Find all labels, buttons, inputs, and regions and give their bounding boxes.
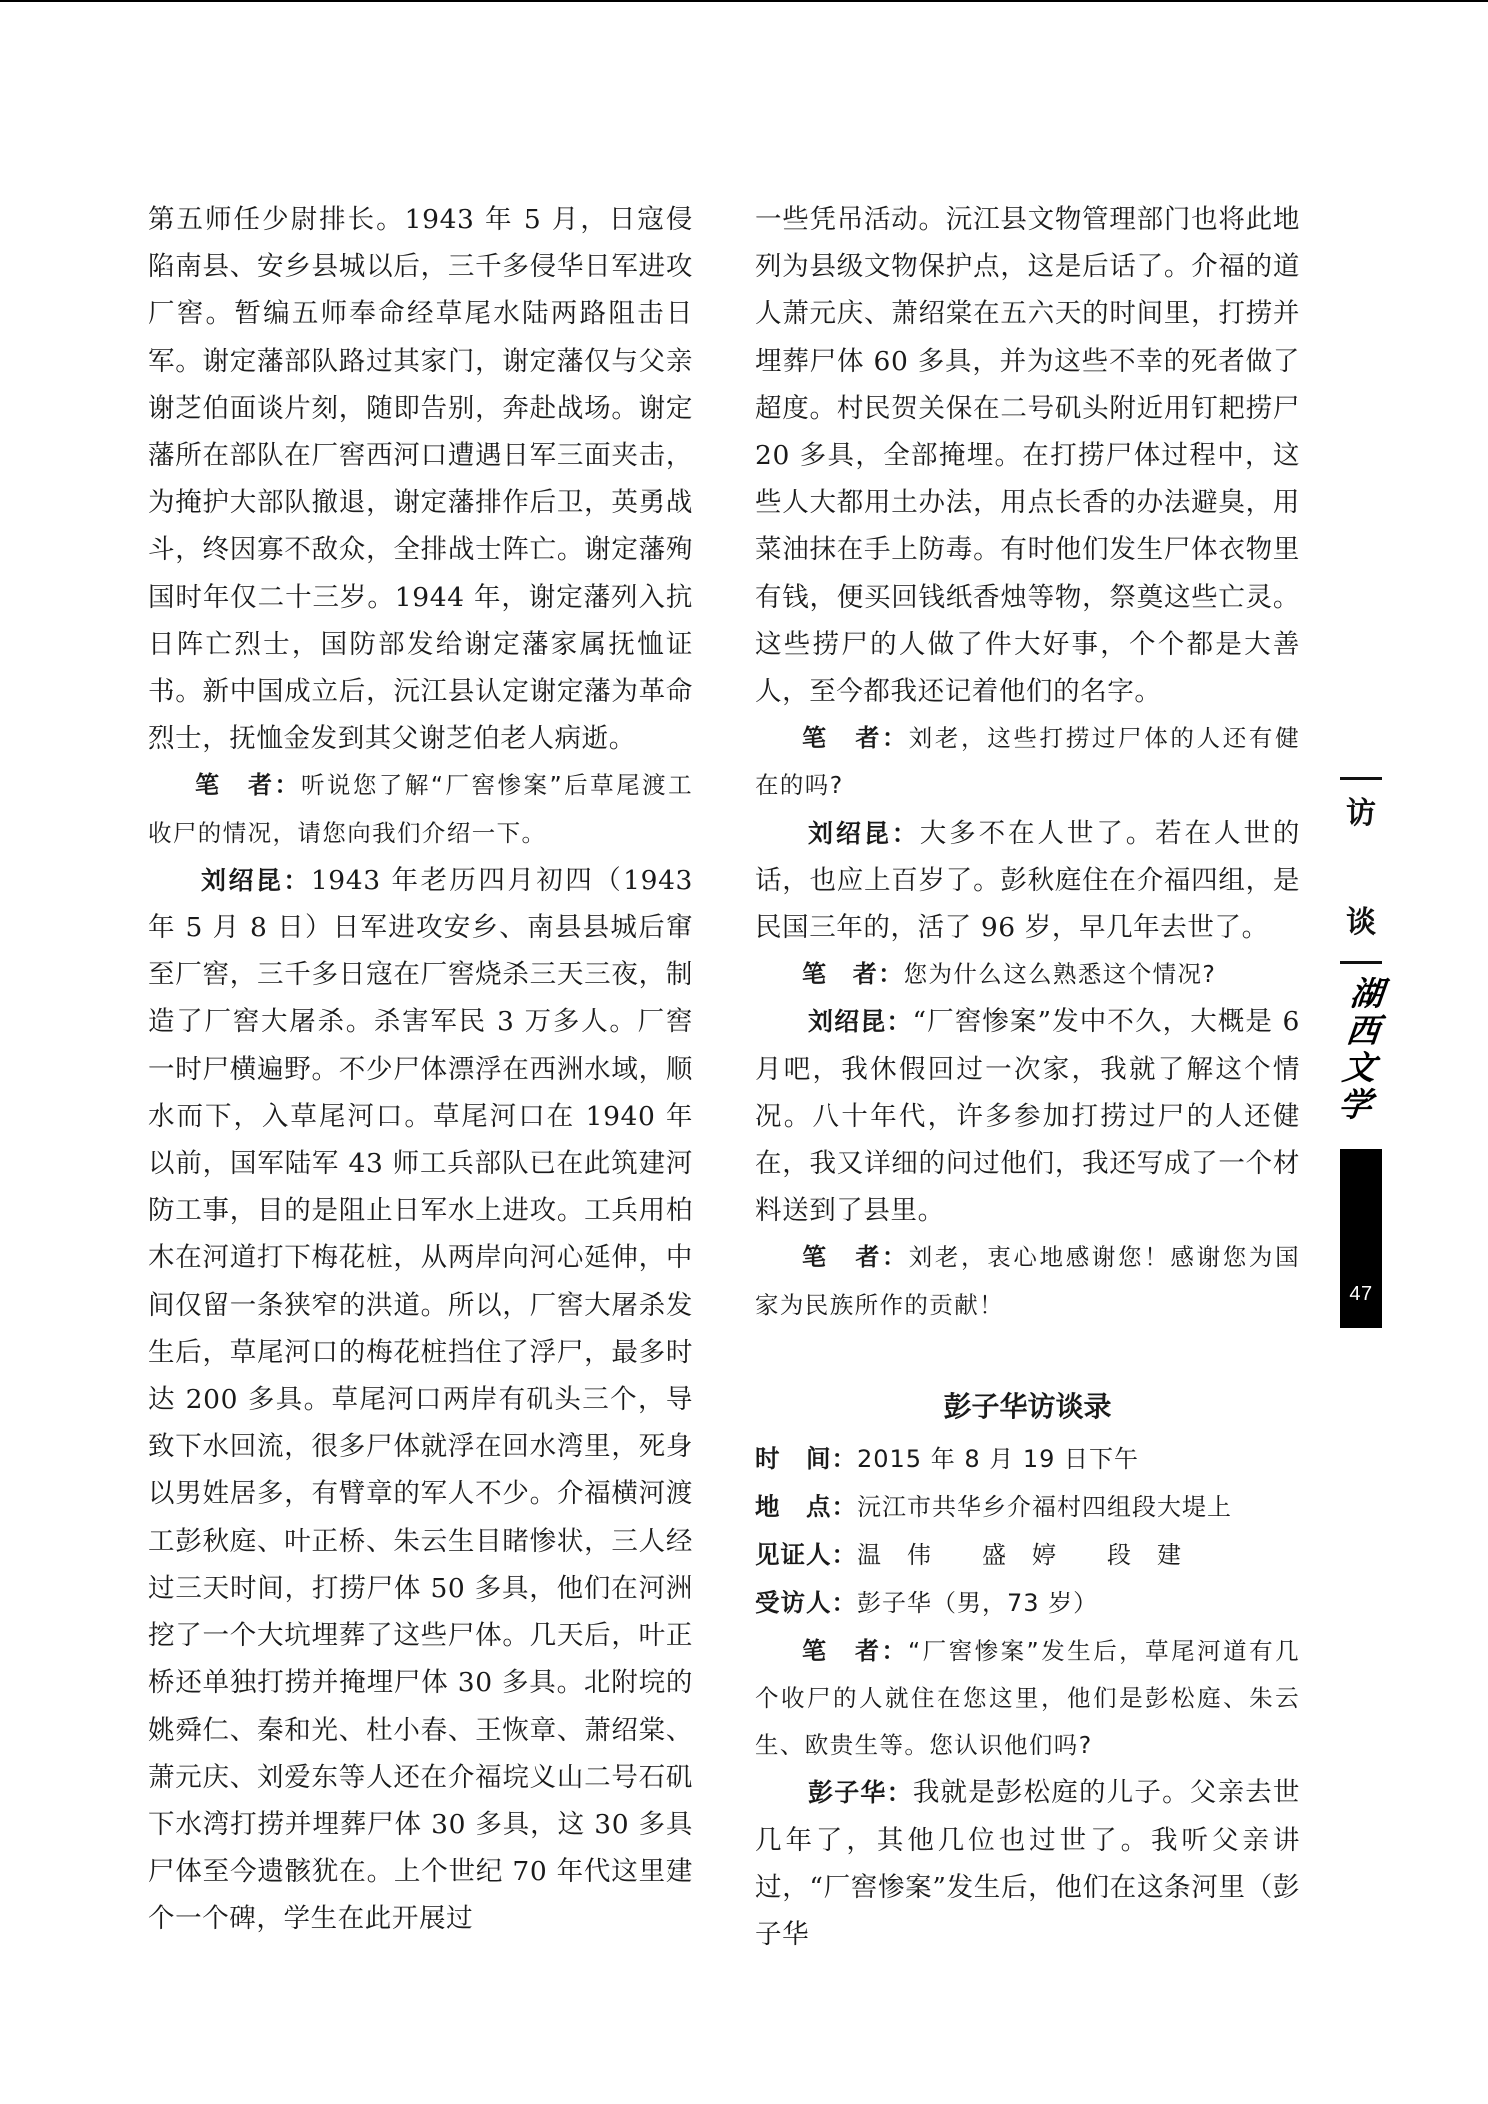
meta-interviewee (755, 1579, 1300, 1627)
meta-label: 时 间： (755, 1443, 857, 1473)
speaker-label: 笔 者： (802, 960, 904, 989)
speaker-label: 笔 者： (802, 724, 909, 753)
paragraph: 第五师任少尉排长。1943 年 5 月，日寇侵陷南县、安乡县城以后，三千多侵华日军进攻厂窖。暂编五师奉命经草尾水陆两路阻击日军。谢定藩部队路过其家门，谢定藩仅与父亲谢芝伯面谈片刻，随即告别，奔赴战场。谢定藩所在部队在厂窖西河口遭遇日军三面夹击，为掩护大部队撤退，谢定藩排作后卫，英勇战斗，终因寡不敌众，全排战士阵亡。谢定藩殉国时年仅二十三岁。1944 年，谢定藩列入抗日阵亡烈士，国防部发给谢定藩家属抚恤证书。新中国成立后，沅江县认定谢定藩为革命烈士，抚恤金发到其父谢芝伯老人病逝。 (148, 204, 693, 755)
section-tab-char: 谈 (1346, 905, 1376, 940)
page-number-block (1340, 1149, 1382, 1328)
answer-paragraph (755, 1769, 1300, 1958)
answer-text: 1943 年老历四月初四（1943 年 5 月 8 日）日军进攻安乡、南县县城后窜至厂窖，三千多日寇在厂窖烧杀三天三夜，制造了厂窖大屠杀。杀害军民 3 万多人。厂窖一时尸横遍野。不少尸体漂浮在西洲水域，顺水而下，入草尾河口。草尾河口在 1940 年以前，国军陆军 43 师工兵部队已在此筑建河防工事，目的是阻止日军水上进攻。工兵用柏木在河道打下梅花桩，从两岸向河心延伸，中间仅留一条狭窄的洪道。所以，厂窖大屠杀发生后，草尾河口的梅花桩挡住了浮尸，最多时达 200 多具。草尾河口两岸有矶头三个，导致下水回流，很多尸体就浮在回水湾里，死身以男姓居多，有臂章的军人不少。介福横河渡工彭秋庭、叶正桥、朱云生目睹惨状，三人经过三天时间，打捞尸体 50 多具，他们在河洲挖了一个大坑埋葬了这些尸体。几天后，叶正桥还单独打捞并掩埋尸体 30 多具。北附垸的姚舜仁、秦和光、杜小春、王恢章、萧绍棠、萧元庆、刘爱东等人还在介福垸义山二号石矶下水湾打捞并埋葬尸体 30 多具，这 30 多具尸体至今遗骸犹在。上个世纪 70 年代这里建个一个碑，学生在此开展过 (148, 864, 693, 1935)
speaker-label: 彭子华： (808, 1778, 913, 1808)
logo-char: 学 (1336, 1085, 1374, 1124)
answer-text: 我就是彭松庭的儿子。父亲去世几年了，其他几位也过世了。我听父亲讲过，“厂窖惨案”发生后，他们在这条河里（彭子华 (755, 1777, 1301, 1950)
tab-rule-top (1340, 777, 1382, 780)
meta-value: 彭子华（男，73 岁） (857, 1589, 1099, 1618)
speaker-label: 刘绍昆： (808, 818, 920, 848)
meta-value: 沅江市共华乡介福村四组段大堤上 (857, 1493, 1232, 1522)
top-border (0, 0, 1488, 2)
tab-rule-bottom (1340, 961, 1382, 964)
right-column (755, 196, 1300, 1958)
answer-paragraph (148, 857, 693, 1943)
answer-paragraph (755, 810, 1300, 952)
question-paragraph (755, 715, 1300, 809)
logo-char: 西 (1344, 1011, 1382, 1050)
logo-char: 文 (1340, 1048, 1378, 1087)
speaker-label: 笔 者： (802, 1243, 909, 1272)
question-paragraph (755, 1234, 1300, 1328)
speaker-label: 笔 者： (802, 1636, 908, 1665)
question-text: 刘老，这些打捞过尸体的人还有健在的吗? (755, 724, 1300, 800)
magazine-logo (1332, 975, 1390, 1123)
question-paragraph (755, 1628, 1300, 1770)
meta-time (755, 1435, 1300, 1483)
meta-value: 温 伟 盛 婷 段 建 (857, 1541, 1182, 1570)
meta-label: 地 点： (755, 1492, 857, 1522)
logo-char: 湖 (1348, 974, 1386, 1013)
question-paragraph (755, 951, 1300, 998)
answer-text: 大多不在人世了。若在人世的话，也应上百岁了。彭秋庭住在介福四组，是民国三年的，活了 96 岁，早几年去世了。 (755, 817, 1300, 944)
answer-paragraph (755, 998, 1300, 1234)
question-text: 您为什么这么熟悉这个情况? (903, 960, 1217, 989)
meta-witness (755, 1531, 1300, 1579)
page-number: 47 (1349, 1283, 1373, 1305)
speaker-label: 刘绍昆： (808, 1007, 913, 1037)
meta-label: 见证人： (755, 1540, 857, 1570)
section-title: 彭子华访谈录 (943, 1389, 1112, 1423)
answer-text: “厂窖惨案”发中不久，大概是 6 月吧，我休假回过一次家，我就了解这个情况。八十年代，许多参加打捞过尸的人还健在，我又详细的问过他们，我还写成了一个材料送到了县里。 (755, 1006, 1301, 1227)
meta-place (755, 1483, 1300, 1531)
question-text: “厂窖惨案”发生后，草尾河道有几个收尸的人就住在您这里，他们是彭松庭、朱云生、欧贵生等。您认识他们吗? (755, 1636, 1300, 1760)
section-tab-char: 访 (1346, 796, 1376, 831)
question-text: 刘老，衷心地感谢您！感谢您为国家为民族所作的贡献！ (755, 1243, 1300, 1319)
question-text: 听说您了解“厂窖惨案”后草尾渡工收尸的情况，请您向我们介绍一下。 (148, 771, 693, 847)
speaker-label: 刘绍昆： (201, 865, 311, 895)
paragraph: 一些凭吊活动。沅江县文物管理部门也将此地列为县级文物保护点，这是后话了。介福的道人萧元庆、萧绍棠在五六天的时间里，打捞并埋葬尸体 60 多具，并为这些不幸的死者做了超度。村民贺关保在二号矶头附近用钉耙捞尸 20 多具，全部掩埋。在打捞尸体过程中，这些人大都用土办法，用点长香的办法避臭，用菜油抹在手上防毒。有时他们发生尸体衣物里有钱，便买回钱纸香烛等物，祭奠这些亡灵。这些捞尸的人做了件大好事，个个都是大善人，至今都我还记着他们的名字。 (755, 204, 1300, 708)
question-paragraph (148, 762, 693, 856)
meta-value: 2015 年 8 月 19 日下午 (857, 1444, 1140, 1473)
speaker-label: 笔 者： (195, 771, 301, 800)
meta-label: 受访人： (755, 1588, 857, 1618)
left-column (148, 196, 693, 1943)
